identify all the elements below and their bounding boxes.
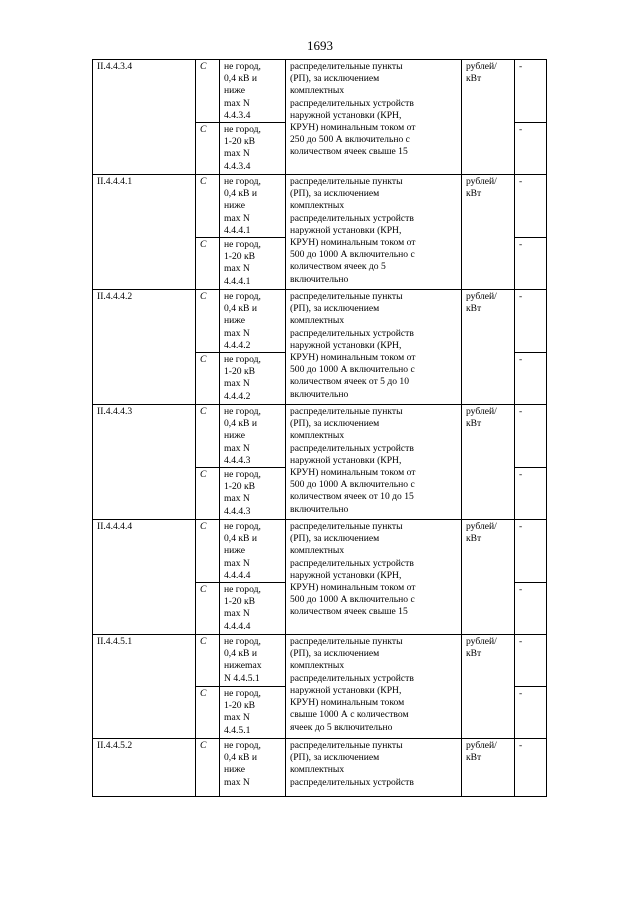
description-cell (286, 520, 462, 635)
description-part-2: КРУН) номинальным током от 500 до 1000 А включительно с количеством ячеек свыше 15 (290, 582, 416, 618)
item-code: II.4.4.5.2 (93, 739, 196, 797)
unit-cell: рублей/ кВт (462, 405, 515, 520)
category-cell: С (196, 290, 220, 353)
description-part-1: распределительные пункты (РП), за исключением комплектных распределительных устройств наружной установки (КРН, (290, 61, 414, 121)
description-part-1: распределительные пункты (РП), за исключением комплектных распределительных устройств наружной установки (КРН, (290, 291, 414, 351)
category-cell: С (196, 60, 220, 123)
description-part-1: распределительные пункты (РП), за исключением комплектных распределительных устройств наружной установки (КРН, (290, 176, 414, 236)
description-part-2: КРУН) номинальным током от 250 до 500 А включительно с количеством ячеек свыше 15 (290, 122, 416, 158)
table-row (93, 175, 547, 238)
voltage-cell: не город, 1-20 кВ max N 4.4.5.1 (220, 687, 286, 739)
table-row (93, 635, 547, 687)
category-cell: С (196, 238, 220, 290)
value-cell: - (515, 468, 547, 520)
table-row (93, 520, 547, 583)
item-code: II.4.4.4.4 (93, 520, 196, 635)
unit-cell: рублей/ кВт (462, 635, 515, 739)
table-row (93, 405, 547, 468)
voltage-cell: не город, 1-20 кВ max N 4.4.4.1 (220, 238, 286, 290)
value-cell: - (515, 520, 547, 583)
tariff-table (92, 59, 547, 797)
table-row (93, 739, 547, 797)
description-part-2: КРУН) номинальным током от 500 до 1000 А включительно с количеством ячеек от 10 до 15 включительно (290, 467, 416, 515)
voltage-cell: не город, 1-20 кВ max N 4.4.4.4 (220, 583, 286, 635)
description-part-1: распределительные пункты (РП), за исключением комплектных распределительных устройств наружной установки (КРН, (290, 406, 414, 466)
value-cell: - (515, 739, 547, 797)
table-row (93, 60, 547, 123)
voltage-cell: не город, 1-20 кВ max N 4.4.3.4 (220, 123, 286, 175)
voltage-cell: не город, 0,4 кВ и нижеmax N 4.4.5.1 (220, 635, 286, 687)
voltage-cell: не город, 0,4 кВ и ниже max N 4.4.4.3 (220, 405, 286, 468)
unit-cell: рублей/ кВт (462, 290, 515, 405)
value-cell: - (515, 405, 547, 468)
item-code: II.4.4.4.1 (93, 175, 196, 290)
voltage-cell: не город, 0,4 кВ и ниже max N 4.4.4.4 (220, 520, 286, 583)
category-cell: С (196, 175, 220, 238)
description-cell: распределительные пункты (РП), за исключением комплектных распределительных устройств наружной установки (КРН, КРУН) номинальным током свыше 1000 А с количеством ячеек до 5 включительно (286, 635, 462, 739)
page-number: 1693 (307, 38, 333, 53)
category-cell: С (196, 583, 220, 635)
item-code: II.4.4.5.1 (93, 635, 196, 739)
category-cell: С (196, 405, 220, 468)
description-cell (286, 405, 462, 520)
value-cell: - (515, 290, 547, 353)
category-cell: С (196, 123, 220, 175)
value-cell: - (515, 583, 547, 635)
voltage-cell: не город, 1-20 кВ max N 4.4.4.2 (220, 353, 286, 405)
value-cell: - (515, 635, 547, 687)
unit-cell: рублей/ кВт (462, 739, 515, 797)
item-code: II.4.4.3.4 (93, 60, 196, 175)
unit-cell: рублей/ кВт (462, 60, 515, 175)
category-cell: С (196, 739, 220, 797)
category-cell: С (196, 520, 220, 583)
value-cell: - (515, 687, 547, 739)
value-cell: - (515, 238, 547, 290)
unit-cell: рублей/ кВт (462, 175, 515, 290)
voltage-cell: не город, 0,4 кВ и ниже max N (220, 739, 286, 797)
voltage-cell: не город, 1-20 кВ max N 4.4.4.3 (220, 468, 286, 520)
category-cell: С (196, 687, 220, 739)
category-cell: С (196, 353, 220, 405)
category-cell: С (196, 635, 220, 687)
description-part-2: КРУН) номинальным током от 500 до 1000 А включительно с количеством ячеек от 5 до 10 включительно (290, 352, 416, 400)
description-part-1: распределительные пункты (РП), за исключением комплектных распределительных устройств наружной установки (КРН, (290, 521, 414, 581)
description-cell (286, 290, 462, 405)
table-row (93, 290, 547, 353)
category-cell: С (196, 468, 220, 520)
item-code: II.4.4.4.2 (93, 290, 196, 405)
voltage-cell: не город, 0,4 кВ и ниже max N 4.4.4.1 (220, 175, 286, 238)
voltage-cell: не город, 0,4 кВ и ниже max N 4.4.4.2 (220, 290, 286, 353)
description-cell: распределительные пункты (РП), за исключением комплектных распределительных устройств (286, 739, 462, 797)
value-cell: - (515, 175, 547, 238)
description-cell (286, 60, 462, 175)
value-cell: - (515, 353, 547, 405)
item-code: II.4.4.4.3 (93, 405, 196, 520)
description-cell (286, 175, 462, 290)
description-part-2: КРУН) номинальным током от 500 до 1000 А включительно с количеством ячеек до 5 включительно (290, 237, 416, 285)
value-cell: - (515, 123, 547, 175)
value-cell: - (515, 60, 547, 123)
unit-cell: рублей/ кВт (462, 520, 515, 635)
voltage-cell: не город, 0,4 кВ и ниже max N 4.4.3.4 (220, 60, 286, 123)
